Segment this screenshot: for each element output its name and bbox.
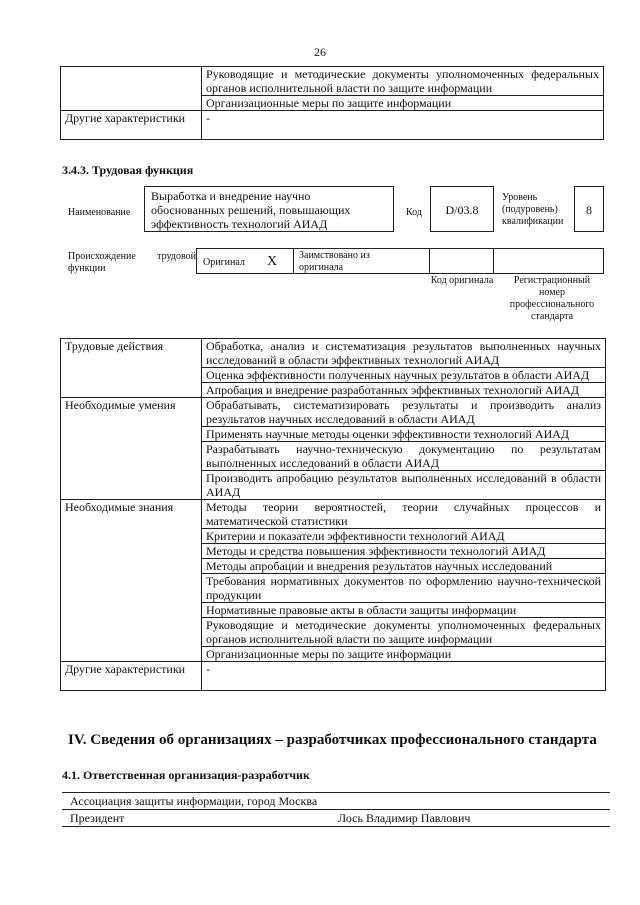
divider — [293, 249, 294, 273]
code-original-caption: Код оригинала — [430, 275, 494, 286]
top-table-cell: Организационные меры по защите информации — [202, 96, 604, 111]
main-table — [60, 338, 606, 691]
group-label: Трудовые действия — [61, 339, 202, 398]
divider — [62, 826, 610, 827]
table-cell: Методы теории вероятностей, теории случайных процессов и математической статистики — [202, 500, 606, 529]
group-label: Необходимые знания — [61, 500, 202, 662]
function-name-box: Выработка и внедрение научно обоснованных решений, повышающих эффективность технологий АИАД — [144, 186, 394, 232]
table-cell: Обработка, анализ и систематизация результатов выполненных научных исследований в области эффективных технологий АИАД — [202, 339, 606, 368]
table-cell: Критерии и показатели эффективности технологий АИАД — [202, 529, 606, 544]
table-cell: Методы и средства повышения эффективности технологий АИАД — [202, 544, 606, 559]
person-name: Лось Владимир Павлович — [338, 811, 471, 825]
level-label: Уровень (подуровень) квалификации — [502, 192, 564, 227]
table-cell: Применять научные методы оценки эффективности технологий АИАД — [202, 427, 606, 442]
table-cell: Оценка эффективности полученных научных результатов в области АИАД — [202, 368, 606, 383]
section-title: 3.4.3. Трудовая функция — [62, 163, 194, 177]
table-cell: Разрабатывать научно-техническую документацию по результатам выполненных исследований в области АИАД — [202, 442, 606, 471]
table-cell: Нормативные правовые акты в области защиты информации — [202, 603, 606, 618]
group-label: Необходимые умения — [61, 398, 202, 500]
top-table-empty-cell — [61, 67, 202, 111]
top-table-label: Другие характеристики — [61, 111, 202, 140]
group-label: Другие характеристики — [61, 662, 202, 691]
table-cell: Организационные меры по защите информации — [202, 647, 606, 662]
table-cell: - — [202, 662, 606, 691]
name-label: Наименование — [68, 207, 131, 218]
section-iv-subtitle: 4.1. Ответственная организация-разработчик — [62, 768, 310, 782]
page-number: 26 — [314, 45, 326, 59]
position: Президент — [70, 811, 125, 825]
top-table-cell: Руководящие и методические документы уполномоченных федеральных органов исполнительной власти по защите информации — [202, 67, 604, 96]
borrowed-label: Заимствовано из оригинала — [299, 250, 370, 273]
reg-number-caption: Регистрационный номер профессионального стандарта — [509, 275, 595, 322]
org-name: Ассоциация защиты информации, город Москва — [70, 794, 318, 808]
code-label: Код — [406, 207, 422, 218]
original-mark: X — [267, 254, 278, 269]
divider — [62, 809, 610, 810]
origin-row — [196, 248, 604, 274]
top-table — [60, 66, 604, 140]
divider — [493, 249, 494, 273]
divider — [62, 792, 610, 793]
table-cell: Апробация и внедрение разработанных эффективных технологий АИАД — [202, 383, 606, 398]
table-cell: Обрабатывать, систематизировать результаты и производить анализ результатов научных исследований в области АИАД — [202, 398, 606, 427]
original-label: Оригинал — [203, 257, 245, 268]
origin-label: Происхождение трудовой функции — [68, 251, 196, 274]
section-iv-title: IV. Сведения об организациях – разработчиках профессионального стандарта — [68, 732, 597, 748]
table-cell: Руководящие и методические документы уполномоченных федеральных органов исполнительной власти по защите информации — [202, 618, 606, 647]
divider — [429, 249, 430, 273]
level-value-box: 8 — [574, 186, 604, 232]
table-cell: Требования нормативных документов по оформлению научно-технической продукции — [202, 574, 606, 603]
table-cell: Методы апробации и внедрения результатов научных исследований — [202, 559, 606, 574]
code-value-box: D/03.8 — [430, 186, 494, 232]
table-cell: Производить апробацию результатов выполненных исследований в области АИАД — [202, 471, 606, 500]
top-table-cell: - — [202, 111, 604, 140]
